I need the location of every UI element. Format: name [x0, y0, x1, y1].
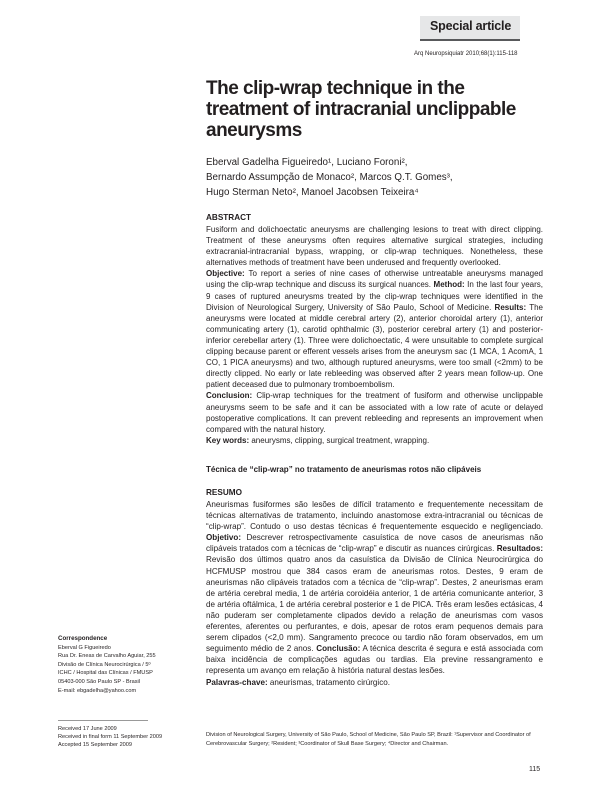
correspondence-block: [58, 635, 198, 695]
abstract-heading: ABSTRACT: [206, 213, 252, 222]
conclusion-text: Clip-wrap techniques for the treatment of fusiform and otherwise unclippable aneurysms seem to be safe and it can be associated with a low rate of acute or delayed postoperative complications. It can prevent rebleeding and represents an improvement when compared with the natural history.: [206, 391, 543, 434]
correspondence-line: Divisão de Clínica Neurocirúrgica / 5º: [58, 661, 151, 668]
abstract-body: [206, 224, 543, 446]
author-line: Hugo Sterman Neto², Manoel Jacobsen Teixeira⁴: [206, 187, 419, 198]
objetivo-text: Descrever retrospectivamente casuística de nove casos de aneurismas não clipáveis tratados com a técnicas de “clip-wrap” e discutir as nuances cirúrgicas.: [206, 533, 543, 554]
conclusao-label: Conclusão:: [316, 644, 361, 654]
resumo-body: [206, 499, 543, 688]
keywords-text: aneurysms, clipping, surgical treatment, wrapping.: [251, 435, 430, 445]
resumo-heading: RESUMO: [206, 488, 242, 497]
received-dates: [58, 725, 198, 750]
journal-reference: Arq Neuropsiquiatr 2010;68(1):115-118: [414, 51, 518, 57]
objective-text: To report a series of nine cases of otherwise untreatable aneurysms managed using the clip-wrap technique and discuss its surgical nuances.: [206, 269, 543, 290]
abstract-intro: Fusiform and dolichoectatic aneurysms are challenging lesions to treat with direct clipping. Treatment of these aneurysms often requires alternative surgical strategies, including extracranial-intracranial bypass, wrapping, or clip-wrap techniques. Nonetheless, these alternatives methods of treatment have been underused and frequently overlooked.: [206, 225, 543, 268]
objective-label: Objective:: [206, 269, 245, 279]
method-label: Method:: [433, 280, 465, 290]
results-text: The aneurysms were located at middle cerebral artery (2), anterior choroidal artery (1), anterior communicating artery (1), carotid ophthalmic (3), posterior cerebral artery (1) and posterior-inferior cerebellar artery (1). Three were dolichoectatic, 4 were unsuitable to complete surgical clipping because parent or efferent vessels arises from the aneurysm sac (1 MCA, 1 AcomA, 1 CO, 1 PICA aneurysms) and two, although ruptured aneurysms, were too small (<2mm) to be directly clipped. No early or late rebleeding was observed after 2 years mean follow-up. One patient deceased due to pulmonary tromboembolism.: [206, 302, 544, 390]
objetivo-label: Objetivo:: [206, 533, 242, 543]
palavras-chave-text: aneurismas, tratamento cirúrgico.: [269, 677, 391, 687]
section-label: Special article: [430, 19, 512, 33]
resultados-label: Resultados:: [496, 544, 544, 554]
received-final-date: Received in final form 11 September 2009: [58, 734, 163, 741]
correspondence-line: Eberval G Figueiredo: [58, 644, 111, 651]
article-title: The clip-wrap technique in the treatment of intracranial unclippable aneurysms: [206, 78, 516, 141]
portuguese-title: Técnica de “clip-wrap” no tratamento de aneurismas rotos não clipáveis: [206, 465, 482, 474]
divider: [58, 720, 148, 721]
conclusion-label: Conclusion:: [206, 391, 253, 401]
author-list: [206, 155, 546, 200]
resultados-text: Revisão dos últimos quatro anos da casuística da Divisão de Clínica Neurocirúrgica do HCFMUSP mostrou que 384 casos eram de aneurismas rotos. Destes, 9 eram de aneurismas não clipáveis tratados com a técnica de “clip-wrap”. Destes, 2 aneurismas eram de artéria cerebral media, 1 de artéria coroidéia anterior, 1 de artéria comunicante anterior, 3 de artéria oftálmica, 1 de artéria cerebral posterior e 1 de PICA. Três eram lesões ectásicas, 4 não puderam ser completamente clipados devido a relação de aneurismas com vasos eferentes, aferentes ou perfurantes, e dois, apesar de rotos eram pequenos demais para serem clipados (<2,0 mm). Sangramento precoce ou tardio não foram observados, em um seguimento médio de 2 anos.: [206, 555, 543, 654]
correspondence-heading: Correspondence: [58, 635, 108, 642]
affiliation-note: Division of Neurological Surgery, University of São Paulo, School of Medicine, São Paulo SP, Brazil: ¹Supervisor and Coordinator of Cerebrovascular Surgery; ²Resident; ³Coordinator of Skull Base Surgery; ⁴Director and Chairman.: [206, 732, 531, 747]
accepted-date: Accepted 15 September 2009: [58, 742, 133, 749]
resumo-intro: Aneurismas fusiformes são lesões de difícil tratamento e frequentemente necessitam de técnicas alternativas de tratamento, incluindo anastomose extra-intracranial ou técnicas de “clip-wrap”. Contudo o uso destas técnicas é frequentemente esquecido e negligenciado.: [206, 500, 543, 532]
results-label: Results:: [494, 302, 527, 312]
received-date: Received 17 June 2009: [58, 726, 117, 732]
correspondence-email: E-mail: ebgadelha@yahoo.com: [58, 687, 137, 694]
keywords-label: Key words:: [206, 435, 250, 445]
page-number: 115: [529, 766, 541, 773]
palavras-chave-label: Palavras-chave:: [206, 677, 268, 687]
conclusao-text: A técnica descrita é segura e está associada com baixa incidência de complicações agudas ou tardias. Ela previne ressangramento e representa um avanço em relação à história natural destas lesões.: [206, 644, 543, 676]
method-text: In the last four years, 9 cases of ruptured aneurysms treated by the clip-wrap techniques were identified in the Division of Neurological Surgery, University of São Paulo, School of Medicine.: [206, 280, 543, 312]
correspondence-line: 05403-000 São Paulo SP - Brasil: [58, 678, 140, 685]
author-line: Bernardo Assumpção de Monaco², Marcos Q.T. Gomes³,: [206, 172, 453, 183]
correspondence-line: ICHC / Hospital das Clínicas / FMUSP: [58, 670, 153, 677]
author-line: Eberval Gadelha Figueiredo¹, Luciano Foroni²,: [206, 157, 408, 168]
correspondence-line: Rua Dr. Eneas de Carvalho Aguiar, 255: [58, 653, 156, 660]
